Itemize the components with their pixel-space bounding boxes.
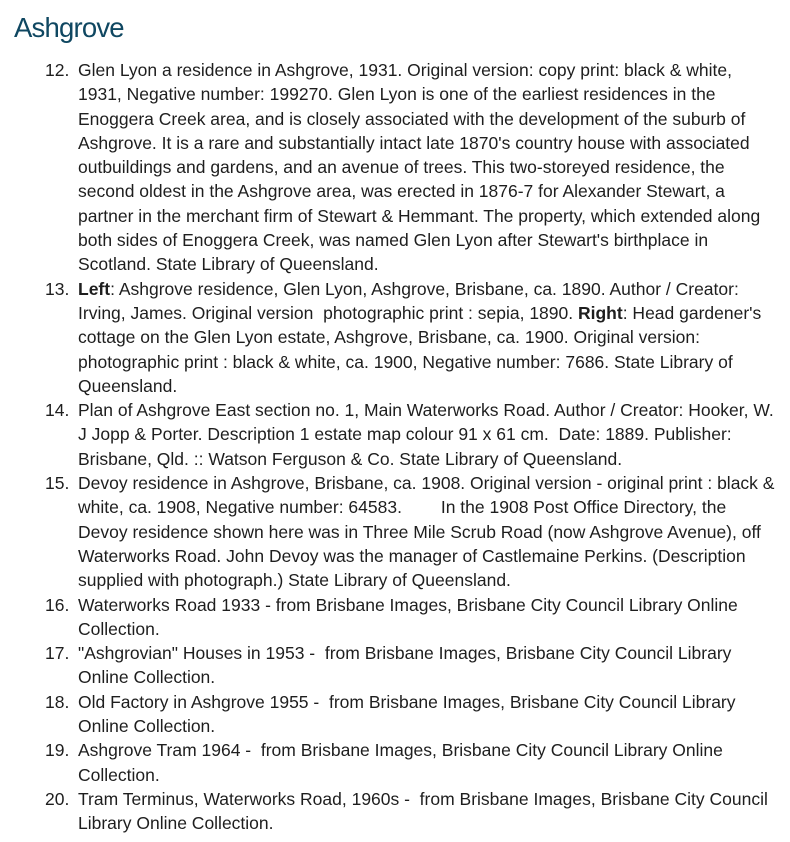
- list-item-text: [78, 738, 775, 787]
- list-item-text: [78, 398, 779, 471]
- list-item-number: 15.: [45, 473, 70, 494]
- list-item-number: 19.: [45, 740, 70, 761]
- text-run: Old Factory in Ashgrove 1955 - from Brisbane Images, Brisbane City Council Library Online Collection.: [78, 691, 741, 737]
- bold-text-run: Right: [577, 302, 623, 323]
- text-run: : Ashgrove residence, Glen Lyon, Ashgrove, Brisbane, ca. 1890. Author / Creator: Irving, James. Original version photographic print : sepia, 1890.: [78, 278, 744, 323]
- list-item-number: 17.: [45, 643, 70, 664]
- page-title: Ashgrove: [14, 12, 124, 43]
- list-item: [45, 690, 790, 739]
- text-run: Devoy residence in Ashgrove, Brisbane, ca. 1908. Original version - original print : black & white, ca. 1908, Negative number: 64583. In the 1908 Post Office Directory, the Devoy residence shown here was in Three Mile Scrub Road (now Ashgrove Avenue), off Waterworks Road. John Devoy was the manager of Castlemaine Perkins. (Description supplied with photograph.) State Library of Queensland.: [78, 473, 780, 591]
- list-item-text: [78, 277, 775, 398]
- list-item-number: 13.: [45, 278, 70, 299]
- list-item: [45, 787, 790, 836]
- text-run: Ashgrove Tram 1964 - from Brisbane Images, Brisbane City Council Library Online Collection.: [78, 740, 728, 785]
- list-item-number: 12.: [45, 60, 70, 80]
- list-item: [45, 593, 790, 642]
- list-item-text: [78, 641, 775, 690]
- list-item: [45, 641, 790, 690]
- text-run: Glen Lyon a residence in Ashgrove, 1931. Original version: copy print: black & white, 1931, Negative number: 199270. Glen Lyon is one of the earliest residences in the Enoggera Creek area, and is closely associated with the development of the suburb of Ashgrove. It is a rare and substantially intact late 1870's country house with associated outbuildings and gardens, and an avenue of trees. This two-storeyed residence, the second oldest in the Ashgrove area, was erected in 1876-7 for Alexander Stewart, a partner in the merchant firm of Stewart & Hemmant. The property, which extended along both sides of Enoggera Creek, was named Glen Lyon after Stewart's birthplace in Scotland. State Library of Queensland.: [78, 60, 766, 275]
- list-item-number: 16.: [45, 594, 70, 615]
- list-item-text: [78, 787, 775, 836]
- list-item-text: [78, 58, 775, 277]
- reference-list: [14, 58, 790, 836]
- list-item-number: 20.: [45, 788, 70, 809]
- list-item-text: [78, 690, 775, 739]
- bold-text-run: Left: [78, 278, 111, 299]
- list-item-text: [78, 471, 780, 592]
- list-item: [45, 398, 790, 471]
- text-run: Tram Terminus, Waterworks Road, 1960s - from Brisbane Images, Brisbane City Council Library Online Collection.: [78, 788, 773, 834]
- list-item-text: [78, 593, 775, 642]
- text-run: : Head gardener's cottage on the Glen Lyon estate, Ashgrove, Brisbane, ca. 1900. Original version: photographic print : black & white, ca. 1900, Negative number: 7686. State Library of Queensland.: [78, 302, 767, 396]
- list-item: [45, 277, 790, 398]
- list-item-number: 14.: [45, 400, 70, 421]
- list-item: [45, 471, 790, 592]
- text-run: Plan of Ashgrove East section no. 1, Main Waterworks Road. Author / Creator: Hooker, W. J Jopp & Porter. Description 1 estate map colour 91 x 61 cm. Date: 1889. Publisher: Brisbane, Qld. :: Watson Ferguson & Co. State Library of Queensland.: [78, 400, 779, 469]
- text-run: Waterworks Road 1933 - from Brisbane Images, Brisbane City Council Library Online Collection.: [78, 594, 743, 639]
- list-item: [45, 738, 790, 787]
- list-item-number: 18.: [45, 691, 70, 712]
- text-run: "Ashgrovian" Houses in 1953 - from Brisbane Images, Brisbane City Council Library Online Collection.: [78, 643, 737, 688]
- list-item: [45, 58, 790, 277]
